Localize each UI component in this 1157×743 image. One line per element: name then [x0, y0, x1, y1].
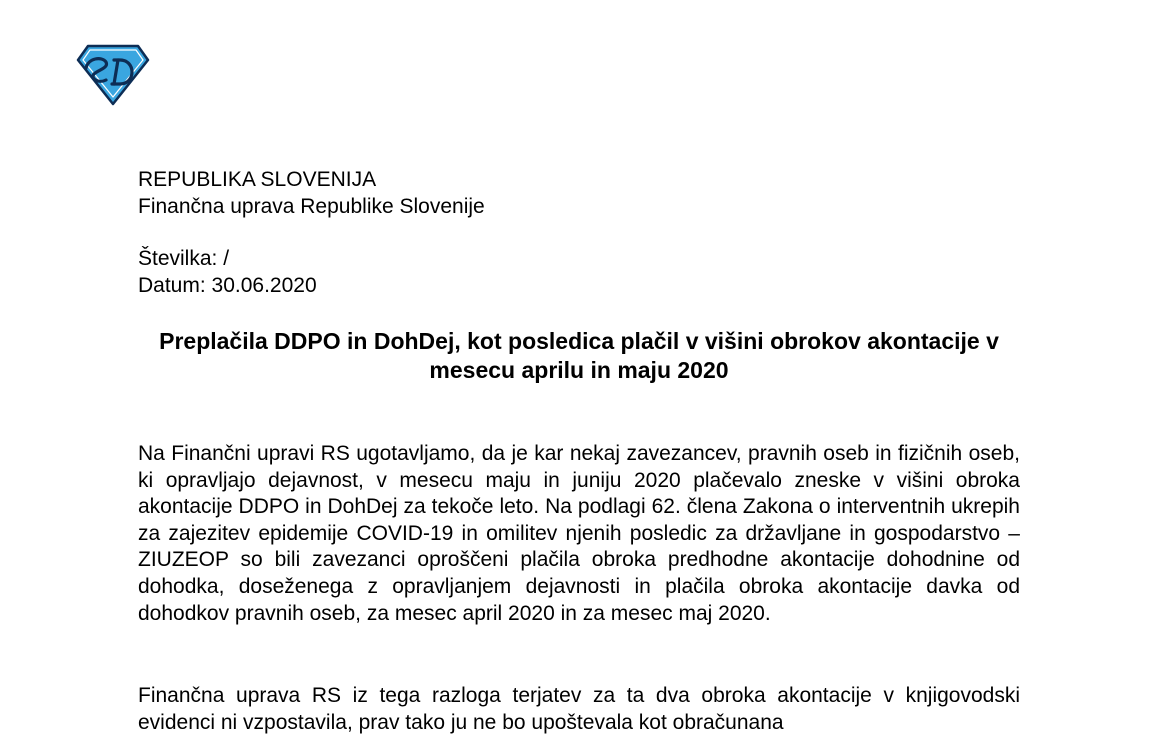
document-number-value: /	[223, 247, 230, 270]
issuer-block	[138, 166, 485, 220]
body-paragraph-2: Finančna uprava RS iz tega razloga terjatev za ta dva obroka akontacije v knjigovodski evidenci ni vzpostavila, prav tako ju ne bo upoštevala kot obračunana	[138, 684, 1020, 734]
document-number-label: Številka:	[138, 247, 218, 270]
document-date-label: Datum:	[138, 274, 206, 297]
document-number-line	[138, 245, 317, 272]
reference-block	[138, 245, 317, 299]
document-date-line	[138, 272, 317, 299]
body-paragraph-1: Na Finančni upravi RS ugotavljamo, da je kar nekaj zavezancev, pravnih oseb in fizičnih oseb, ki opravljajo dejavnost, v mesecu maju in juniju 2020 plačevalo zneske v višini obroka akontacije DDPO in DohDej za tekoče leto. Na podlagi 62. člena Zakona o interventnih ukrepih za zajezitev epidemije COVID-19 in omilitev njenih posledic za državljane in gospodarstvo – ZIUZEOP so bili zavezanci oproščeni plačila obroka predhodne akontacije dohodnine od dohodka, doseženega z opravljanjem dejavnosti in plačila obroka akontacije davka od dohodkov pravnih oseb, za mesec april 2020 in za mesec maj 2020.	[138, 442, 1020, 625]
document-title: Preplačila DDPO in DohDej, kot posledica plačil v višini obrokov akontacije v mesecu aprilu in maju 2020	[159, 328, 999, 383]
document-date-value: 30.06.2020	[211, 274, 317, 297]
issuer-authority: Finančna uprava Republike Slovenije	[138, 195, 485, 218]
issuer-country: REPUBLIKA SLOVENIJA	[138, 168, 377, 191]
shield-logo-icon	[76, 44, 150, 106]
fu-logo	[76, 44, 150, 106]
